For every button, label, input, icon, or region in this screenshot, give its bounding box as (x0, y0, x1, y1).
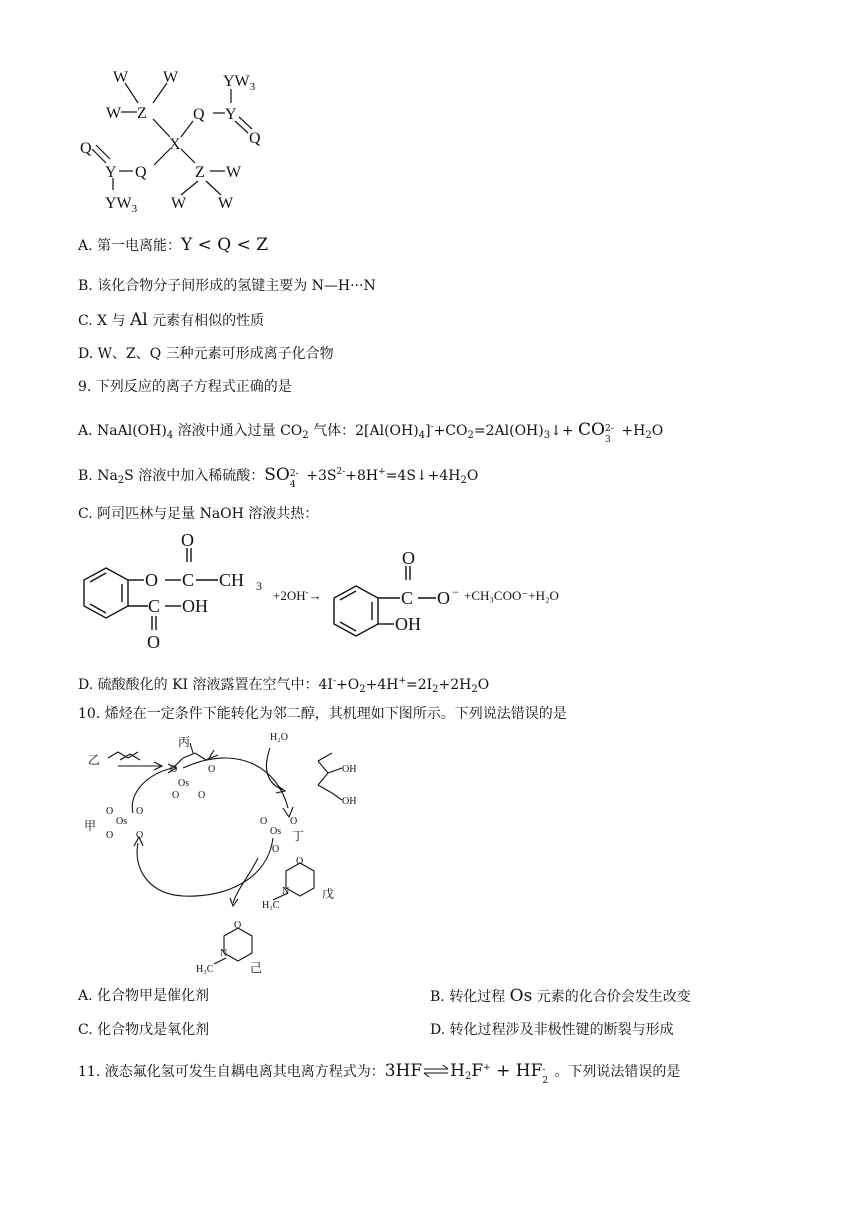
q9-option-a: A. $NaAl(OH)_4$ 溶液中通入过量 $CO_2$ 气体：$2[Al(OH)_4]^-+CO_2=2Al(OH)_3↓+$ CO 2- 3 $+H_2O$ (78, 420, 664, 445)
q9-option-d: D. 硫酸酸化的 KI 溶液露置在空气中：$4I^-+O_2+4H^+=2I_2+2H_2O$ (78, 676, 490, 695)
svg-text:Os: Os (116, 816, 128, 827)
q8-option-d: D. W、Z、Q 三种元素可形成离子化合物 (78, 346, 334, 362)
q9-stem: 9. 下列反应的离子方程式正确的是 (78, 379, 292, 395)
q8-option-c: C. X 与 Al 元素有相似的性质 (78, 310, 265, 330)
svg-text:O: O (145, 570, 158, 590)
label-yi: 乙 (88, 753, 101, 767)
svg-text:O: O (437, 588, 450, 608)
svg-text:O: O (181, 530, 194, 550)
struct-z: Z (195, 164, 205, 181)
svg-text:O: O (136, 830, 144, 841)
struct-q: Q (193, 106, 205, 123)
struct-x: X (169, 136, 181, 153)
svg-text:N: N (282, 886, 290, 897)
svg-text:O: O (208, 764, 216, 775)
struct-q: Q (80, 140, 92, 157)
svg-text:O: O (260, 816, 268, 827)
struct-w: W (226, 164, 242, 181)
equilibrium-arrow-icon (422, 1064, 450, 1078)
svg-text:H₃C: H₃C (262, 900, 280, 911)
struct-z: Z (137, 105, 147, 122)
svg-text:C: C (401, 588, 414, 608)
svg-text:−: − (452, 585, 459, 599)
q9-option-c: C. 阿司匹林与足量 NaOH 溶液共热： (78, 506, 319, 522)
struct-w: W (218, 195, 234, 212)
q10-option-b: B. 转化过程 Os 元素的化合价会发生改变 (430, 986, 691, 1006)
svg-text:OH: OH (182, 596, 208, 616)
svg-text:O: O (402, 548, 415, 568)
struct-y: Y (105, 164, 117, 181)
q11-stem: 11. 液态氟化氢可发生自耦电离其电离方程式为：3HF $H_2F^+$ + HF - 2 。下列说法错误的是 (78, 1061, 681, 1086)
struct-yw3: $YW_3$ (223, 73, 256, 93)
label-ji: 己 (250, 961, 263, 975)
struct-w: W (113, 69, 129, 86)
svg-text:+CH₃COO⁻+H₂O: +CH₃COO⁻+H₂O (464, 588, 559, 603)
struct-w: W (163, 69, 179, 86)
svg-text:+2OH-→: +2OH-→ (273, 587, 322, 603)
svg-text:H₃C: H₃C (196, 964, 214, 975)
os-catalytic-cycle-figure (78, 728, 388, 978)
svg-text:H₂O: H₂O (270, 732, 288, 743)
q9-option-b: B. $Na_2S$ 溶液中加入稀硫酸：SO 2- 4 $+3S^{2-}+8H^+=4S↓+4H_2O$ (78, 465, 479, 490)
svg-text:O: O (172, 790, 180, 801)
struct-w: W (171, 195, 187, 212)
q10-option-a: A. 化合物甲是催化剂 (78, 988, 210, 1004)
q8-option-b: B. 该化合物分子间形成的氢键主要为 N—H···N (78, 278, 376, 294)
svg-text:Os: Os (270, 826, 282, 837)
svg-text:O: O (106, 806, 114, 817)
ionization-expr: Y < Q < Z (181, 235, 269, 255)
svg-text:C: C (182, 570, 195, 590)
svg-text:OH: OH (342, 764, 357, 775)
svg-text:OH: OH (342, 796, 357, 807)
molecule-structure-figure (75, 65, 275, 220)
label-ding: 丁 (292, 829, 305, 843)
svg-text:Os: Os (178, 778, 190, 789)
svg-text:O: O (290, 816, 298, 827)
svg-text:O: O (198, 790, 206, 801)
label-wu: 戊 (322, 887, 335, 901)
svg-text:O: O (170, 764, 178, 775)
struct-yw3: $YW_3$ (105, 195, 138, 215)
svg-text:3: 3 (256, 579, 262, 593)
struct-y: Y (225, 106, 237, 123)
svg-text:O: O (272, 844, 280, 855)
svg-text:O: O (234, 920, 242, 931)
label-jia: 甲 (84, 819, 97, 833)
svg-text:C: C (148, 596, 161, 616)
svg-text:O: O (296, 856, 304, 867)
aspirin-hydrolysis-equation (78, 528, 638, 663)
q10-stem: 10. 烯烃在一定条件下能转化为邻二醇，其机理如下图所示。下列说法错误的是 (78, 706, 567, 722)
svg-text:CH: CH (219, 570, 245, 590)
svg-text:O: O (136, 806, 144, 817)
struct-q: Q (249, 130, 261, 147)
q10-option-c: C. 化合物戊是氧化剂 (78, 1022, 210, 1038)
struct-w: W (106, 105, 122, 122)
q10-option-d: D. 转化过程涉及非极性键的断裂与形成 (430, 1022, 674, 1038)
svg-text:OH: OH (395, 614, 421, 634)
svg-text:N: N (220, 948, 228, 959)
svg-text:O: O (106, 830, 114, 841)
q8-option-a: A. 第一电离能：Y < Q < Z (78, 235, 269, 255)
struct-q: Q (135, 164, 147, 181)
label-bing: 丙 (178, 735, 191, 749)
svg-text:O: O (147, 632, 160, 652)
